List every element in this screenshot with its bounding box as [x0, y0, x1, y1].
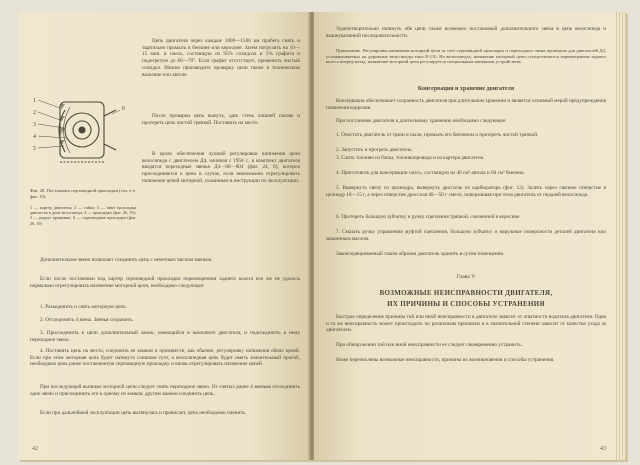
left-para-if-after: Если после постановки под картер серповидной прокладки перемещением заднего колеса все же не удалось нормально отрегулировать натяжение моторной цепи, необходимо следующее: — [30, 276, 300, 289]
left-para-regulation: В целях обеспечения лучшей регулировки натяжения цепи велосипеда с двигателем Д4, начиная с 1958 г., в комплект двигателя вводятся переходные звенья Д4—00—804 (фиг. 24, б), которое присоединяется к цепи в случае, если невозможно отрегулировать натяжение цепей моторной, указанным в инструкции по эксплуатации. — [142, 151, 300, 184]
chapter-title-line-1: ВОЗМОЖНЫЕ НЕИСПРАВНОСТИ ДВИГАТЕЛЯ, — [379, 289, 553, 297]
engine-section-drawing — [30, 80, 130, 180]
cons-step-7: 7. Смазать ручку управления муфтой сцепления, большую зубчатку и наружные поверхности деталей двигателя или машинным маслом. — [326, 229, 606, 242]
left-page — [18, 12, 310, 460]
cons-final: Законсервированный таким образом двигатель хранить в сухом помещении. — [336, 251, 505, 257]
chapter-para-2: При обнаружении той или иной неисправности ее следует своевременно устранить. — [336, 342, 522, 348]
cons-step-4: 4. Приготовить для консервации смесь, состоящую из 40 см³ автола и 60 см³ бензина. — [336, 170, 525, 176]
fig-label-1: 1 — [33, 98, 36, 104]
chapter-para-3: Ниже перечислены возможные неисправности, причины их возникновения и способы устранения. — [336, 357, 555, 363]
chapter-title-line-2: ИХ ПРИЧИНЫ И СПОСОБЫ УСТРАНЕНИЯ — [387, 300, 545, 308]
left-para-after-check: После проварки цепь вынуть, дать стечь лишней смазке и протереть цепь чистой тряпкой. Поставить на место. — [142, 113, 300, 126]
fig-label-4: 4 — [33, 134, 36, 140]
fig-label-2: 2 — [33, 110, 36, 116]
cons-para-1: Консервация обеспечивает сохранность двигателя при длительном хранении и является основной мерой предупреждения появления коррозии. — [326, 98, 606, 111]
cons-step-3: 3. Слить топливо из бачка, топливопровода и из картера двигателя. — [336, 155, 485, 161]
fig-label-3: 3 — [33, 122, 36, 128]
fig-label-5: 5 — [33, 146, 36, 152]
page-number-left: 42 — [32, 446, 38, 452]
cons-step-5: 5. Вывернуть свечу из цилиндра, вывернуть дроссель из карбюратора (фиг. 12). Залить через свечное отверстие в цилиндр 10—15 г, а через отверстие дросселя 40—50 г смеси, поворачивая при этом двигатель от педалей велосипеда. — [326, 185, 606, 198]
note: Примечание. Регулировка натяжения моторной цепи за счет серповидной прокладки и переходного звена проведена для двигателей Д4, устанавливаемых на дорожные велосипеды типа В-110. На велосипедах, натяжение моторной цепи осуществляется перемещением заднего колеса вперед-назад, натяжение моторной цепи регулируется специальным натяжным устройством. — [326, 48, 606, 65]
book-spread — [18, 12, 626, 460]
step-1: 1. Разъединить и снять моторную цепь. — [40, 304, 127, 310]
step-3: 3. Присоединить к цепи дополнительный замок, имеющийся в комплекте двигателя, и подсоединить к нему переходное звено. — [30, 330, 300, 343]
cons-step-2: 2. Запустить и прогреть двигатель. — [336, 147, 413, 153]
heading-conservation: Консервация и хранение двигателя — [417, 86, 515, 92]
figure-caption: Фиг. 28. Постановка серповидной прокладки (сеч. е-е, фиг. 19): — [30, 188, 137, 199]
cons-step-1: 1. Очистить двигатель от грязи и пыли, промыть его бензином и протереть чистой тряпкой. — [336, 132, 539, 138]
step-2: 2. Отсоединить 4 звена. Звенья сохранить. — [40, 317, 134, 323]
fig-label-6: 6 — [122, 106, 125, 112]
chapter-label: Глава V — [456, 274, 476, 280]
figure-28-crescent-gasket — [30, 80, 130, 180]
page-edge — [616, 12, 626, 460]
page-number-right: 43 — [600, 446, 606, 452]
cons-para-2: При постановке двигателя к длительному хранению необходимо следующее: — [336, 118, 507, 124]
right-para-top: Удовлетворительно натянуть обе цепи также возможно постановкой дополнительного звена в цепь велосипеда и вышеуказанной последовательности. — [326, 26, 606, 39]
left-para-last: Если при дальнейшей эксплуатации цепь вытянулась и провисает, цепь необходимо сменить. — [40, 410, 247, 416]
cons-step-6: 6. Протереть большую зубчатку и ручку сцепления тряпкой, смоченной в керосине. — [336, 214, 521, 220]
step-4: 4. Поставить цепь на место, соединить ее замком и произвести, как обычно, регулировку натяжения обеих цепей. Если при этом моторная цепь будет натянута слишком туго, а велосипедная цепь будет иметь значительный прогиб, необходимо цепь ранее поставленную серповидную прокладку и вновь отрегулировать натяжение цепей. — [30, 348, 300, 368]
right-page — [314, 12, 626, 460]
left-para-additional: Дополнительное звено позволяет соединить цепь с нечетным числом звеньев. — [40, 257, 213, 263]
figure-legend: 1 — картер двигателя; 2 — гайка; 3 — винт прокладки двигателя в доме велосипеда; 4 — прокладки (фиг. 26, 19); 5 — радиус вращения; 6 — серповидные прокладки (фиг. 26, 19) — [30, 205, 136, 226]
chapter-para-1: Быстрое определение причины той или иной неисправности в двигателе зависит от опытности водителя двигателя. Одна и та же неисправность может происходить по различным причинам и в значительной степени зависит от качества ухода за двигателем. — [326, 314, 606, 334]
left-para-later: При последующей вытяжке моторной цепи следует снять переходное звено. От снятых ранее 4 звеньев отсоединить одно звено и присоединить его к одному из замков; другим замком соединить цепь. — [30, 384, 300, 397]
left-para-top: Цепь двигателя через каждые 1000—1500 км пробега снять и тщательно промыть в бензине или керосине. Затем погрузить на 10—15 мин. в смесь, состоящую из 95% солидола и 5% графита и подогретую до 60—70°. Если графит отсутствует, применить чистый солидол. Можно производить проварку цепи также в техническом вазелине или автоле. — [142, 38, 300, 78]
